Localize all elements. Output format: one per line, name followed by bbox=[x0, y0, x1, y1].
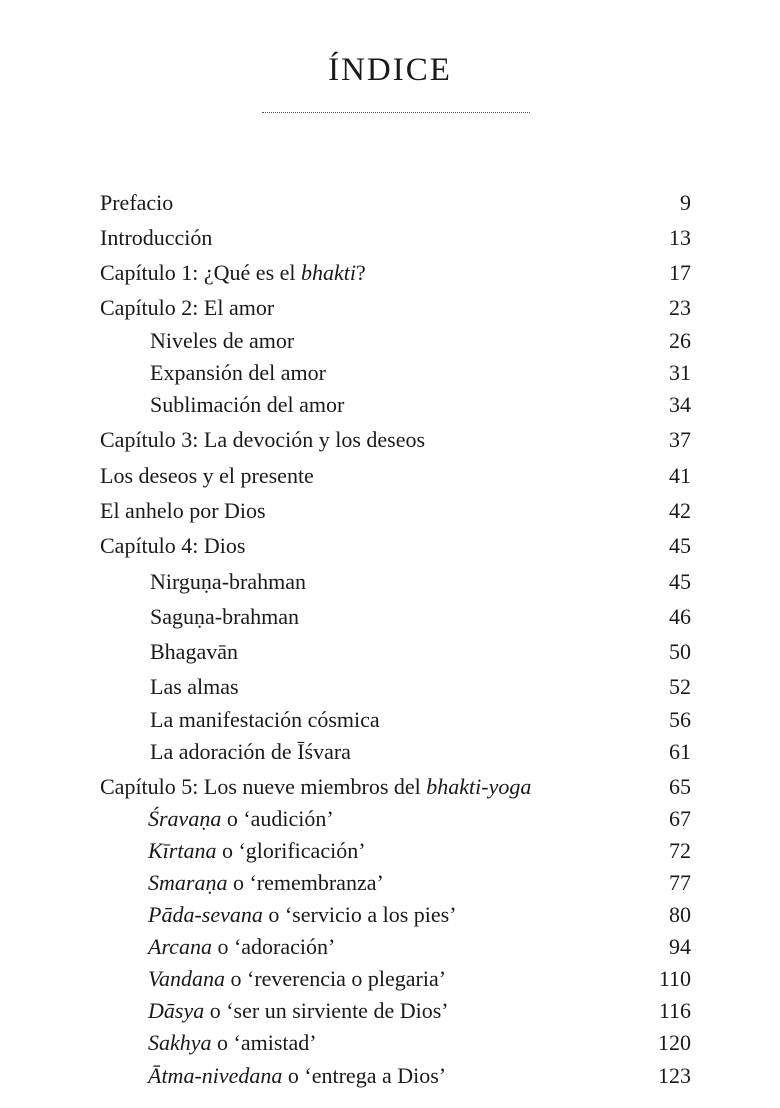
italic-term: Sakhya bbox=[148, 1030, 212, 1055]
toc-page-number: 31 bbox=[669, 360, 691, 385]
italic-term: Smaraṇa bbox=[148, 870, 228, 895]
title-text: o ‘amistad’ bbox=[211, 1030, 317, 1055]
toc-page-number: 50 bbox=[669, 639, 691, 664]
toc-page-number: 45 bbox=[669, 533, 691, 558]
toc-entry-title bbox=[150, 326, 294, 356]
toc-page-number: 46 bbox=[669, 604, 691, 629]
title-text: Las almas bbox=[150, 674, 239, 699]
toc-page-number: 65 bbox=[669, 774, 691, 799]
title-text: Saguṇa-brahman bbox=[150, 604, 300, 629]
title-text: Introducción bbox=[100, 225, 213, 250]
toc-page-number: 13 bbox=[669, 225, 691, 250]
toc-page-number: 67 bbox=[669, 806, 691, 831]
toc-page-number: 37 bbox=[669, 427, 691, 452]
toc-entry-title bbox=[150, 705, 380, 735]
toc-entry-title bbox=[148, 804, 334, 834]
italic-term: Vandana bbox=[148, 966, 225, 991]
toc-entry-title bbox=[148, 868, 384, 898]
italic-term: Kīrtana bbox=[148, 838, 217, 863]
toc-page-number: 110 bbox=[658, 966, 691, 991]
title-text: Capítulo 4: Dios bbox=[100, 533, 246, 558]
toc-page-number: 80 bbox=[669, 902, 691, 927]
toc-entry-title bbox=[100, 293, 274, 323]
title-text: Bhagavān bbox=[150, 639, 238, 664]
toc-entry-title bbox=[100, 496, 266, 526]
italic-term: bhakti-yoga bbox=[426, 774, 532, 799]
toc-page-number: 61 bbox=[669, 739, 691, 764]
toc-entry-title bbox=[100, 461, 314, 491]
toc-page-number: 45 bbox=[669, 569, 691, 594]
toc-page-number: 9 bbox=[680, 190, 691, 215]
title-text: ? bbox=[356, 260, 366, 285]
toc-page-number: 72 bbox=[669, 838, 691, 863]
title-text: o ‘reverencia o plegaria’ bbox=[225, 966, 447, 991]
toc-page-number: 116 bbox=[658, 998, 691, 1023]
italic-term: Arcana bbox=[148, 934, 212, 959]
title-text: o ‘remembranza’ bbox=[227, 870, 384, 895]
toc-page-number: 23 bbox=[669, 295, 691, 320]
italic-term: Pāda-sevana bbox=[148, 902, 263, 927]
toc-entry-title bbox=[100, 223, 212, 253]
toc-entry-title bbox=[148, 836, 366, 866]
toc-page-number: 120 bbox=[658, 1030, 691, 1055]
toc-entry-title bbox=[148, 1061, 446, 1091]
toc-page-number: 41 bbox=[669, 463, 691, 488]
toc-page-number: 94 bbox=[669, 934, 691, 959]
title-text: Expansión del amor bbox=[150, 360, 326, 385]
title-text: Capítulo 3: La devoción y los deseos bbox=[100, 427, 426, 452]
title-text: La manifestación cósmica bbox=[150, 707, 380, 732]
toc-entry-title bbox=[148, 996, 449, 1026]
title-text: La adoración de Īśvara bbox=[150, 739, 351, 764]
title-text: o ‘audición’ bbox=[221, 806, 334, 831]
title-text: Capítulo 2: El amor bbox=[100, 295, 275, 320]
title-text: o ‘entrega a Dios’ bbox=[282, 1063, 447, 1088]
title-divider bbox=[262, 112, 530, 113]
toc-entry-title bbox=[100, 425, 425, 455]
title-text: El anhelo por Dios bbox=[100, 498, 266, 523]
toc-entry-title bbox=[100, 772, 531, 802]
toc-page-number: 26 bbox=[669, 328, 691, 353]
title-text: Capítulo 1: ¿Qué es el bbox=[100, 260, 302, 285]
toc-page-number: 56 bbox=[669, 707, 691, 732]
toc-entry-title bbox=[100, 258, 366, 288]
title-text: Los deseos y el presente bbox=[100, 463, 314, 488]
toc-entry-title bbox=[148, 900, 457, 930]
toc-entry-title bbox=[100, 188, 173, 218]
title-text: o ‘adoración’ bbox=[211, 934, 336, 959]
page-title: ÍNDICE bbox=[328, 52, 452, 89]
toc-entry-title bbox=[150, 602, 299, 632]
title-text: o ‘ser un sirviente de Dios’ bbox=[204, 998, 449, 1023]
toc-entry-title bbox=[148, 964, 446, 994]
toc-entry-title bbox=[150, 637, 238, 667]
title-text: o ‘glorificación’ bbox=[216, 838, 366, 863]
toc-entry-title bbox=[100, 531, 245, 561]
italic-term: Dāsya bbox=[148, 998, 205, 1023]
title-text: Capítulo 5: Los nueve miembros del bbox=[100, 774, 427, 799]
italic-term: Ātma-nivedana bbox=[148, 1063, 283, 1088]
toc-entry-title bbox=[150, 737, 351, 767]
italic-term: Śravaṇa bbox=[148, 806, 222, 831]
toc-entry-title bbox=[148, 932, 335, 962]
toc-entry-title bbox=[150, 567, 306, 597]
toc-page-number: 17 bbox=[669, 260, 691, 285]
toc-page-number: 123 bbox=[658, 1063, 691, 1088]
toc-page-number: 42 bbox=[669, 498, 691, 523]
title-text: Prefacio bbox=[100, 190, 174, 215]
title-text: Sublimación del amor bbox=[150, 392, 345, 417]
toc-entry-title bbox=[150, 672, 239, 702]
toc-page-number: 77 bbox=[669, 870, 691, 895]
toc-entry-title bbox=[148, 1028, 317, 1058]
toc-page-number: 34 bbox=[669, 392, 691, 417]
toc-entry-title bbox=[150, 358, 326, 388]
title-text: o ‘servicio a los pies’ bbox=[262, 902, 457, 927]
title-text: Niveles de amor bbox=[150, 328, 295, 353]
title-text: Nirguṇa-brahman bbox=[150, 569, 306, 594]
toc-page-number: 52 bbox=[669, 674, 691, 699]
italic-term: bhakti bbox=[301, 260, 357, 285]
toc-entry-title bbox=[150, 390, 344, 420]
